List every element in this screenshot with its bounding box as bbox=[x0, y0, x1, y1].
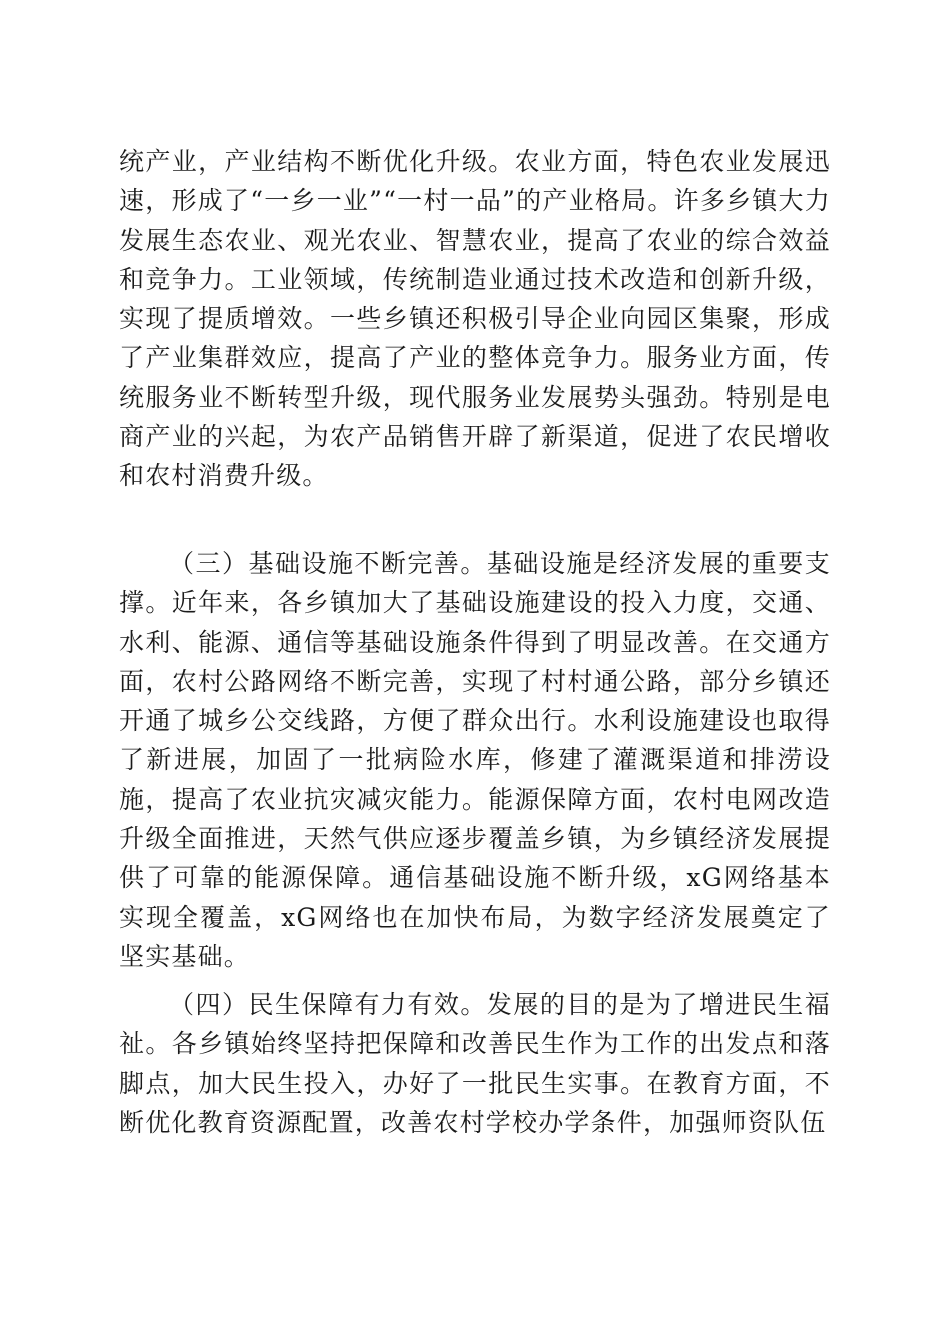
paragraph-body: 统产业，产业结构不断优化升级。农业方面，特色农业发展迅速，形成了“一乡一业”“一村一品”的产业格局。许多乡镇大力发展生态农业、观光农业、智慧农业，提高了农业的综合效益和竞争力。工业领域，传统制造业通过技术改造和创新升级，实现了提质增效。一些乡镇还积极引导企业向园区集聚，形成了产业集群效应，提高了产业的整体竞争力。服务业方面，传统服务业不断转型升级，现代服务业发展势头强劲。特别是电商产业的兴起，为农产品销售开辟了新渠道，促进了农民增收和农村消费升级。 bbox=[119, 147, 831, 491]
section-heading: （四）民生保障有力有效。 bbox=[169, 990, 487, 1019]
paragraph-body: 发展的目的是为了增进民生福祉。各乡镇始终坚持把保障和改善民生作为工作的出发点和落脚点，加大民生投入，办好了一批民生实事。在教育方面，不断优化教育资源配置，改善农村学校办学条件，加强师资队伍 bbox=[119, 990, 831, 1137]
paragraph-industry bbox=[119, 142, 831, 496]
section-heading: （三）基础设施不断完善。 bbox=[169, 549, 487, 578]
paragraph-infrastructure bbox=[119, 544, 831, 976]
paragraph-livelihood bbox=[119, 985, 831, 1142]
paragraph-body: 基础设施是经济发展的重要支撑。近年来，各乡镇加大了基础设施建设的投入力度，交通、水利、能源、通信等基础设施条件得到了明显改善。在交通方面，农村公路网络不断完善，实现了村村通公路，部分乡镇还开通了城乡公交线路，方便了群众出行。水利设施建设也取得了新进展，加固了一批病险水库，修建了灌溉渠道和排涝设施，提高了农业抗灾减灾能力。能源保障方面，农村电网改造升级全面推进，天然气供应逐步覆盖乡镇，为乡镇经济发展提供了可靠的能源保障。通信基础设施不断升级，xG网络基本实现全覆盖，xG网络也在加快布局，为数字经济发展奠定了坚实基础。 bbox=[119, 549, 831, 971]
